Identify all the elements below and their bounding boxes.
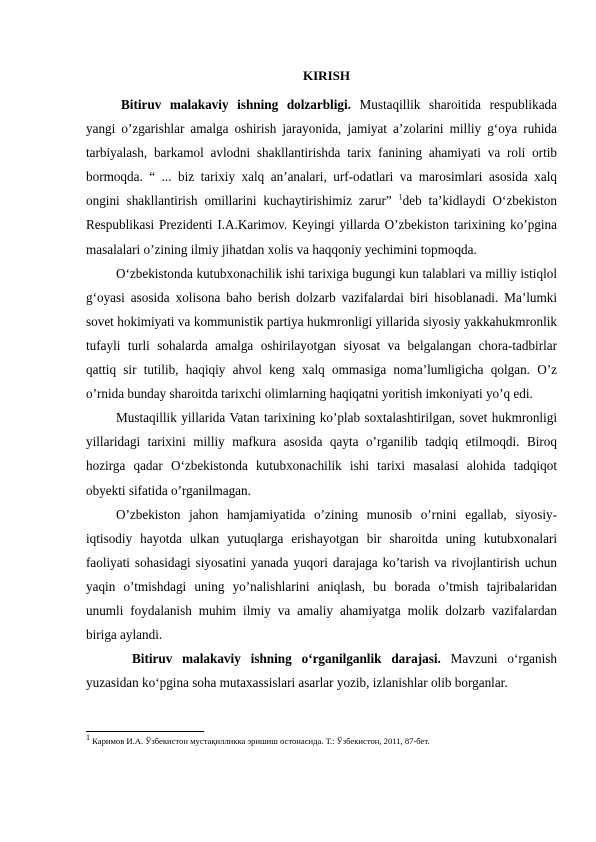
footnote (86, 735, 557, 747)
paragraph-3: Mustaqillik yillarida Vatan tarixining ko’plab soxtalashtirilgan, sovet hukmronligi yillaridagi tarixini milliy mafkura asosida qayta o’rganilib tadqiq etilmoqdi. Biroq hozirga qadar O‘zbekistonda kutubxonachilik ishi tarixi masalasi alohida tadqiqot obyekti sifatida o’rganilmagan. (86, 410, 557, 498)
paragraph-relevance (86, 93, 557, 262)
paragraph-text: deb ta’kidlaydi O‘zbekiston Respublikasi Prezidenti I.A.Karimov. Keyingi yillarda O’zbekiston tarixining ko’pgina masalalari o’zining ilmiy jihatdan xolis va haqqoniy yechimini topmoqda. (86, 193, 557, 257)
paragraph-study-degree (86, 647, 557, 695)
paragraph-text: Mustaqillik sharoitida respublikada yangi o’zgarishlar amalga oshirish jarayonida, jamiyat a’zolarini milliy g‘oya ruhida tarbiyalash, barkamol avlodni shakllantirishda tarix fanining ahamiyati va roli ortib bormoqda. “ ... biz tarixiy xalq an’analari, urf-odatlari va marosimlari asosida xalq ongini shakllantirish omillarini kuchaytirishimiz zarur” (86, 97, 557, 209)
document-page (86, 67, 557, 695)
footnote-reference[interactable]: 1 (398, 192, 403, 202)
paragraph-2: O‘zbekistonda kutubxonachilik ishi tarixiga bugungi kun talablari va milliy istiqlol g‘oyasi asosida xolisona baho berish dolzarb vazifalardai biri hisoblanadi. Ma’lumki sovet hokimiyati va kommunistik partiya hukmronligi yillarida siyosiy yakkahukmronlik tufayli turli sohalarda amalga oshirilayotgan siyosat va belgalangan chora-tadbirlar qattiq sir tutilib, haqiqiy ahvol keng xalq ommasiga noma’lumligicha qolgan. O’z o’rnida bunday sharoitda tarixchi olimlarning haqiqatni yoritish imkoniyati yo’q edi. (86, 265, 557, 402)
footnote-marker: 1 (86, 733, 90, 743)
section-heading-relevance: Bitiruv malakaviy ishning dolzarbligi. (121, 97, 351, 112)
paragraph-4: O’zbekiston jahon hamjamiyatida o’zining munosib o’rnini egallab, siyosiy-iqtisodiy hayotda ulkan yutuqlarga erishayotgan bir sharoitda uning kutubxonalari faoliyati sohasidagi siyosatini yanada yuqori darajaga ko’tarish va rivojlantirish uchun yaqin o’tmishdagi uning yo’nalishlarini aniqlash, bu borada o’tmish tajribalaridan unumli foydalanish muhim ilmiy va amaliy ahamiyatga molik dolzarb vazifalardan biriga aylandi. (86, 506, 557, 643)
page-title: KIRISH (303, 68, 350, 83)
paragraph-text: Mavzuni o‘rganish yuzasidan ko‘pgina soha mutaxassislari asarlar yozib, izlanishlar olib borganlar. (86, 651, 557, 691)
footnote-divider (86, 731, 204, 732)
footnote-text: Каримов И.А. Ўзбекистон мустақилликка эришиш остонасида. Т.: Ўзбекистон, 2011, 87-бет. (90, 736, 430, 746)
section-heading-study-degree: Bitiruv malakaviy ishning o‘rganilganlik darajasi. (132, 651, 441, 667)
